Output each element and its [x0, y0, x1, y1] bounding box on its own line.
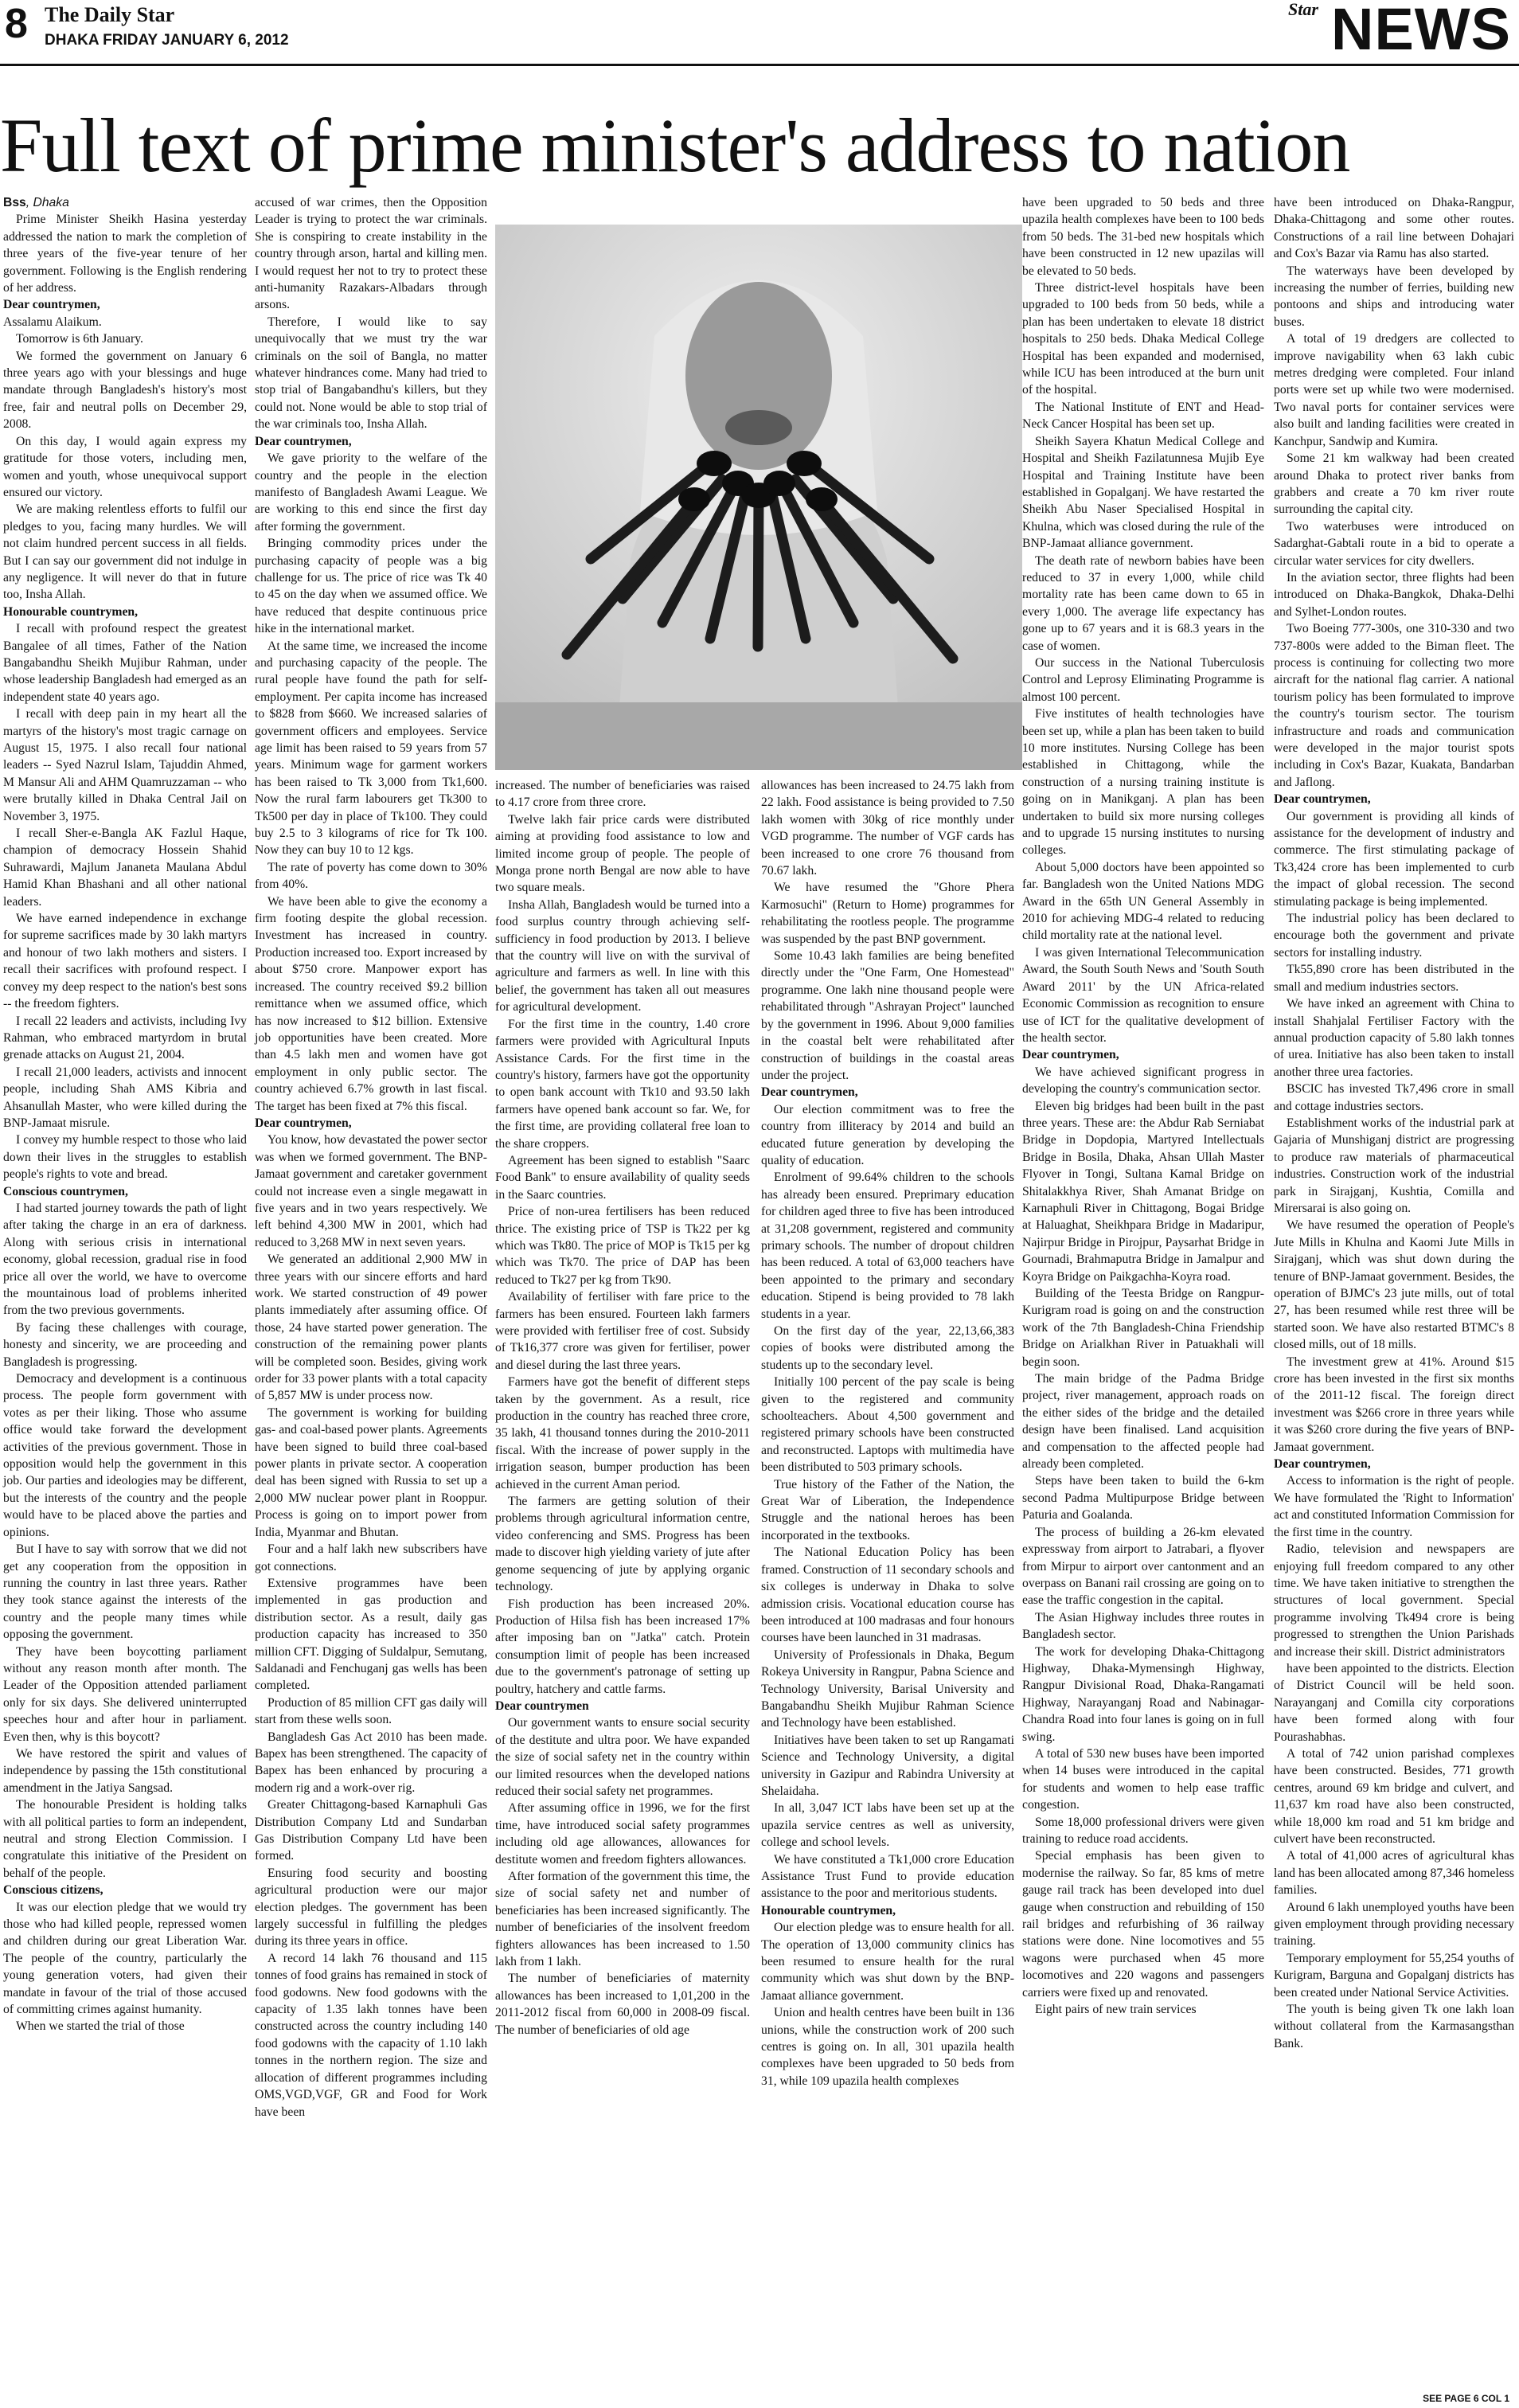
- paragraph: Four and a half lakh new subscribers have got connections.: [255, 1542, 487, 1573]
- paragraph: For the first time in the country, 1.40 crore farmers were provided with Agricultural Inputs Assistance Cards. For the first time in the country's history, farmers have got the opportunity to open bank account with Tk10 and 93.50 lakh farmers have opened bank account so far. We, for the first time, are providing collateral free loan to the share croppers.: [495, 1017, 750, 1151]
- paragraph: Our government wants to ensure social security of the destitute and ultra poor. We have expanded the size of social safety net in the country within our limited resources when the developed nations reduced their social safety net programmes.: [495, 1716, 750, 1798]
- paragraph: A total of 530 new buses have been imported when 14 buses were introduced in the capital for students and women to help ease traffic congestion.: [1022, 1746, 1264, 1812]
- header-rule: [0, 64, 1519, 66]
- paragraph: We formed the government on January 6 three years ago with your blessings and huge mandate through Bangladesh's history's most free, fair and neutral polls on December 29, 2008.: [3, 349, 247, 432]
- paragraph: Three district-level hospitals have been upgraded to 100 beds from 50 beds, while a plan has been undertaken to elevate 18 district hospitals to 250 beds. Dhaka Medical College Hospital has been expanded and modernised, while ICU has been introduced at the burn unit of the hospital.: [1022, 281, 1264, 397]
- paragraph: Bringing commodity prices under the purchasing capacity of people was a big challenge for us. The price of rice was Tk 40 to 45 on the day when we assumed office. We have reduced that despite continuous price hike in the international market.: [255, 537, 487, 636]
- paragraph: Initiatives have been taken to set up Rangamati Science and Technology University, a digital university in Gazipur and Rabindra University at Shelaidaha.: [761, 1733, 1014, 1798]
- portrait-photo: [495, 225, 1022, 770]
- masthead: The Daily Star: [45, 3, 175, 26]
- byline: [3, 194, 247, 211]
- paragraph: The industrial policy has been declared to encourage both the government and private sectors for installing industry.: [1274, 912, 1514, 960]
- byline-place: , Dhaka: [25, 196, 69, 209]
- paragraph: Initially 100 percent of the pay scale is being given to the registered and community schoolteachers. About 4,500 government and registered primary schools have been constructed and reconstructed. Laptops with multimedia have been distributed to 503 primary schools.: [761, 1375, 1014, 1475]
- paragraph: I had started journey towards the path of light after taking the charge in an era of darkness. Along with serious crisis in international economy, global recession, gradual rise in food price all over the world, we have to overcome the mountainous load of problems inherited from the two previous governments.: [3, 1201, 247, 1318]
- paragraph: Fish production has been increased 20%. Production of Hilsa fish has been increased 17% after imposing ban on "Jatka" catch. Protein consumption limit of people has been increased due to the government's patronage of setting up poultry, hatchery and cattle farms.: [495, 1597, 750, 1696]
- paragraph: We have inked an agreement with China to install Shahjalal Fertiliser Factory with the annual production capacity of 5.80 lakh tonnes of urea. Initiative has also been taken to install another three urea factories.: [1274, 997, 1514, 1079]
- paragraph: allowances has been increased to 24.75 lakh from 22 lakh. Food assistance is being provided to 7.50 lakh women with 30kg of rice monthly under VGD programme. The number of VGF cards has been increased to one crore 76 thousand from 70.67 lakh.: [761, 779, 1014, 878]
- paragraph: We have earned independence in exchange for supreme sacrifices made by 30 lakh martyrs and honour of two lakh mothers and sisters. I recall their sacrifices with profound respect. I convey my deep respect to the nation's best sons -- the freedom fighters.: [3, 912, 247, 1011]
- paragraph: Radio, television and newspapers are enjoying full freedom compared to any other time. We have taken initiative to strengthen the structures of local government. Special programme involving Tk494 crore is being progressed to strengthen the Union Parishads and increase their skill. District administrators: [1274, 1542, 1514, 1659]
- paragraph: Union and health centres have been built in 136 unions, while the construction work of 200 such centres is going on. In all, 301 upazila health complexes have been upgraded to 50 beds from 31, while 109 upazila health complexes: [761, 2006, 1014, 2088]
- paragraph: Bangladesh Gas Act 2010 has been made. Bapex has been strengthened. The capacity of Bapex has been enhanced by procuring a modern rig and a work-over rig.: [255, 1730, 487, 1795]
- paragraph: The number of beneficiaries of maternity allowances has been increased to 1,01,200 in the 2011-2012 fiscal from 60,000 in 2008-09 fiscal. The number of beneficiaries of old age: [495, 1972, 750, 2037]
- paragraph: Special emphasis has been given to modernise the railway. So far, 85 kms of metre gauge rail track has been developed into duel gauge when construction and rebuilding of 150 rail bridges and refurbishing of 36 railway stations were done. Nine locomotives and 55 wagons were purchased when 45 more locomotives and 220 wagons and passengers carriers were fixed up and renovated.: [1022, 1849, 1264, 2000]
- paragraph: Around 6 lakh unemployed youths have been given employment through providing necessary training.: [1274, 1900, 1514, 1949]
- paragraph: I recall 21,000 leaders, activists and innocent people, including Shah AMS Kibria and Ahsanullah Master, who were killed during the BNP-Jamaat misrule.: [3, 1065, 247, 1130]
- paragraph: Enrolment of 99.64% children to the schools has already been ensured. Preprimary education for children aged three to five has been introduced at 31,208 government, registered and community primary schools. The number of dropout children has been reduced. A total of 63,000 teachers have been appointed to the primary and secondary education. Stipend is being provided to 78 lakh students in a year.: [761, 1171, 1014, 1321]
- paragraph: The honourable President is holding talks with all political parties to form an independent, neutral and strong Election Commission. I congratulate this initiative of the President on behalf of the people.: [3, 1798, 247, 1880]
- paragraph: increased. The number of beneficiaries was raised to 4.17 crore from three crore.: [495, 779, 750, 810]
- paragraph: accused of war crimes, then the Opposition Leader is trying to protect the war criminals. She is conspiring to create instability in the country through arson, hartal and killing men. I would request her not to try to protect these anti-humanity Razakars-Albadars through arsons.: [255, 196, 487, 312]
- paragraph: In all, 3,047 ICT labs have been set up at the upazila service centres as well as university, college and school levels.: [761, 1801, 1014, 1850]
- paragraph: Twelve lakh fair price cards were distributed aiming at providing food assistance to low and limited income group of people. The people of Monga prone north Bengal are now able to have two square meals.: [495, 812, 750, 895]
- section-title: NEWS: [1331, 0, 1511, 62]
- continuation-note: SEE PAGE 6 COL 1: [1423, 2393, 1509, 2404]
- paragraph: Prime Minister Sheikh Hasina yesterday addressed the nation to mark the completion of three years of the five-year tenure of her government. Following is the English rendering of her address.: [3, 213, 247, 295]
- subhead: Dear countrymen,: [761, 1085, 858, 1100]
- column-1: [3, 194, 247, 2035]
- subhead: Dear countrymen,: [255, 1116, 352, 1130]
- paragraph: have been introduced on Dhaka-Rangpur, Dhaka-Chittagong and some other routes. Constructions of a rail line between Dohajari and Cox's Bazar via Ramu has also started.: [1274, 196, 1514, 261]
- paragraph: have been appointed to the districts. Election of District Council will be held soon. Narayanganj and Comilla city corporations have been formed along with four Pourashabhas.: [1274, 1661, 1514, 1744]
- paragraph: Temporary employment for 55,254 youths of Kurigram, Barguna and Gopalganj districts has been created under National Service Activities.: [1274, 1951, 1514, 2000]
- paragraph: We gave priority to the welfare of the country and the people in the election manifesto of Bangladesh Awami League. We are working to this end since the first day after forming the government.: [255, 452, 487, 534]
- portrait-photo-icon: [495, 225, 1022, 770]
- paragraph: Our election pledge was to ensure health for all. The operation of 13,000 community clinics has been resumed to ensure health for the rural community which was shut down by the BNP-Jamaat alliance government.: [761, 1921, 1014, 2003]
- paragraph: Two waterbuses were introduced on Sadarghat-Gabtali route in a bid to operate a circular water services for city dwellers.: [1274, 519, 1514, 568]
- paragraph: A record 14 lakh 76 thousand and 115 tonnes of food grains has remained in stock of food godowns. New food godowns with the capacity of 1.35 lakh tonnes have been constructed across the country including 140 food godowns with the capacity of 1.10 lakh tonnes in the northern region. The size and allocation of different programmes including OMS,VGD,VGF, GR and Food for Work have been: [255, 1951, 487, 2119]
- subhead: Dear countrymen,: [1022, 1048, 1119, 1062]
- page-header: [0, 0, 1519, 68]
- paragraph: The waterways have been developed by increasing the number of ferries, building new pontoons and ships and introducing water buses.: [1274, 264, 1514, 329]
- paragraph: Our government is providing all kinds of assistance for the development of industry and commerce. The first stimulating package of Tk3,424 crore has been implemented to curb the impact of global recession. The second stimulating package is being implemented.: [1274, 809, 1514, 909]
- subhead: Dear countrymen,: [1274, 792, 1371, 807]
- paragraph: A total of 742 union parishad complexes have been constructed. Besides, 771 growth centres, around 69 km bridge and culvert, and 11,637 km road have also been constructed, while 18,000 km road and 51 km bridge and culvert have been reconstructed.: [1274, 1746, 1514, 1846]
- page-number: 8: [5, 1, 28, 47]
- subhead: Conscious citizens,: [3, 1883, 103, 1898]
- paragraph: Five institutes of health technologies have been set up, while a plan has been taken to build 10 more institutes. Nursing College has been established in Chittagong, while the construction of a nursing training institute is going on in Manikganj. A plan has been undertaken to build six more nursing colleges and to upgrade 15 nursing institutes to nursing colleges.: [1022, 707, 1264, 858]
- paragraph: Assalamu Alaikum.: [3, 315, 102, 329]
- byline-agency: Bss: [3, 196, 26, 209]
- paragraph: We have resumed the "Ghore Phera Karmosuchi" (Return to Home) programmes for rehabilitating the rootless people. The programme was suspended by the past BNP government.: [761, 881, 1014, 946]
- paragraph: The rate of poverty has come down to 30% from 40%.: [255, 860, 487, 892]
- paragraph: On this day, I would again express my gratitude for those voters, including men, women and youth, whose unequivocal support ensured our victory.: [3, 434, 247, 499]
- headline: Full text of prime minister's address to nation: [0, 103, 1350, 188]
- paragraph: Availability of fertiliser with fare price to the farmers has been ensured. Fourteen lakh farmers were provided with fertiliser free of cost. Subsidy of Tk16,377 crore was given for fertiliser, power and diesel during the last three years.: [495, 1290, 750, 1372]
- paragraph: I recall with profound respect the greatest Bangalee of all times, Father of the Nation Bangabandhu Sheikh Mujibur Rahman, under whose leadership Bangladesh had emerged as an independent state 40 years ago.: [3, 622, 247, 704]
- paragraph: have been upgraded to 50 beds and three upazila health complexes have been to 100 beds from 50 beds. The 31-bed new hospitals which have been constructed in 12 new upazilas will be elevated to 50 beds.: [1022, 196, 1264, 278]
- paragraph: But I have to say with sorrow that we did not get any cooperation from the opposition in running the country in last three years. Rather they took stance against the interests of the country and the people many times while opposing the government.: [3, 1542, 247, 1642]
- paragraph: Some 18,000 professional drivers were given training to reduce road accidents.: [1022, 1815, 1264, 1846]
- paragraph: I recall 22 leaders and activists, including Ivy Rahman, who embraced martyrdom in brutal grenade attacks on August 21, 2004.: [3, 1014, 247, 1062]
- paragraph: I recall Sher-e-Bangla AK Fazlul Haque, champion of democracy Hossein Shahid Suhrawardi, Majlum Jananeta Maulana Abdul Hamid Khan Bhashani and all other national leaders.: [3, 827, 247, 909]
- paragraph: We have restored the spirit and values of independence by passing the 15th constitutional amendment in the Jatiya Sangsad.: [3, 1746, 247, 1795]
- paragraph: I recall with deep pain in my heart all the martyrs of the history's most tragic carnage on August 15, 1975. I also recall four national leaders -- Syed Nazrul Islam, Tajuddin Ahmed, M Mansur Ali and AHM Quamruzzaman -- who were brutally killed in Dhaka Central Jail on November 3, 1975.: [3, 707, 247, 823]
- paragraph: We generated an additional 2,900 MW in three years with our sincere efforts and hard work. We started construction of 49 power plants immediately after assuming office. Of those, 24 have started power generation. The construction of the remaining power plants will be completed soon. Besides, giving work order for 33 power plants with a total capacity of 5,857 MW is under process now.: [255, 1253, 487, 1403]
- paragraph: Our election commitment was to free the country from illiteracy by 2014 and build an educated future generation by developing the quality of education.: [761, 1102, 1014, 1167]
- subhead: Conscious countrymen,: [3, 1184, 128, 1198]
- column-4: [761, 777, 1014, 2089]
- paragraph: About 5,000 doctors have been appointed so far. Bangladesh won the United Nations MDG Award in the 65th UN General Assembly in 2010 for achieving MDG-4 related to reducing child mortality rate at the national level.: [1022, 860, 1264, 943]
- paragraph: Our success in the National Tuberculosis Control and Leprosy Eliminating Programme is almost 100 percent.: [1022, 655, 1264, 704]
- subhead: Dear countrymen,: [255, 434, 352, 448]
- column-3: [495, 777, 750, 2039]
- paragraph: The National Education Policy has been framed. Construction of 11 secondary schools and six colleges is underway in Dhaka to solve admission crisis. Vocational education course has been introduced at 100 madrasas and four honours courses have been launched in 31 madrasas.: [761, 1546, 1014, 1645]
- paragraph: The Asian Highway includes three routes in Bangladesh sector.: [1022, 1610, 1264, 1642]
- paragraph: Some 10.43 lakh families are being benefited directly under the "One Farm, One Homestead" programme. One lakh nine thousand people were rehabilitated through "Ashrayan Project" launched by the government in 1996. About 9,000 families in the coastal belt were rehabilitated after construction of buildings in the coastal areas under the project.: [761, 949, 1014, 1082]
- paragraph: The National Institute of ENT and Head-Neck Cancer Hospital has been set up.: [1022, 400, 1264, 432]
- paragraph: The process of building a 26-km elevated expressway from airport to Jatrabari, a flyover from Mirpur to airport over cantonment and an overpass on Banani rail crossing are going on to ease the traffic congestion in the capital.: [1022, 1525, 1264, 1608]
- paragraph: They have been boycotting parliament without any reason month after month. The Leader of the Opposition attended parliament only for six days. She delivered uninterrupted speeches hour and after hour in parliament. Even then, why is this boycott?: [3, 1644, 247, 1744]
- subhead: Honourable countrymen,: [3, 604, 139, 619]
- paragraph: The government is working for building gas- and coal-based power plants. Agreements have been signed to build three coal-based power plants in private sector. A cooperation deal has been signed with Russia to set up a 2,000 MW nuclear power plant in Rooppur. Process is going on to import power from India, Myanmar and Bhutan.: [255, 1405, 487, 1539]
- paragraph: Price of non-urea fertilisers has been reduced thrice. The existing price of TSP is Tk22 per kg which was Tk80. The price of MOP is Tk15 per kg which was Tk70. The price of DAP has been reduced to Tk27 per kg from Tk90.: [495, 1205, 750, 1287]
- paragraph: Insha Allah, Bangladesh would be turned into a food surplus country through achieving self-sufficiency in food production by 2013. I believe that the country will live on with the survival of agriculture and farmers as well. In line with this belief, the government has taken all out measures for agricultural development.: [495, 897, 750, 1014]
- paragraph: Democracy and development is a continuous process. The people form government with votes as per their liking. Those who assume office would take forward the development activities of the previous government. Those in opposition would help the government in this job. Our parties and ideologies may be different, but the interests of the country and the people would have to be placed above the parties and opinions.: [3, 1372, 247, 1539]
- paragraph: University of Professionals in Dhaka, Begum Rokeya University in Rangpur, Pabna Science and Technology University, Barisal University and Bangabandhu Sheikh Mujibur Rahman Science and Technology have been established.: [761, 1648, 1014, 1730]
- paragraph: You know, how devastated the power sector was when we formed government. The BNP-Jamaat government and caretaker government could not increase even a single megawatt in five years and in two years respectively. We left behind 4,300 MW in 2001, which had reduced to 3,268 MW in next seven years.: [255, 1133, 487, 1249]
- subhead: Dear countrymen,: [3, 298, 100, 312]
- paragraph: Tk55,890 crore has been distributed in the small and medium industries sectors.: [1274, 963, 1514, 994]
- paragraph: By facing these challenges with courage, honesty and sincerity, we are proceeding and Bangladesh is progressing.: [3, 1320, 247, 1369]
- paragraph: Production of 85 million CFT gas daily will start from these wells soon.: [255, 1695, 487, 1727]
- paragraph: Farmers have got the benefit of different steps taken by the government. As a result, rice production in the country has reached three crore, 35 lakh, 41 thousand tonnes during the 2010-2011 fiscal. With the increase of power supply in the irrigation season, bumper production has been achieved in the current Aman period.: [495, 1375, 750, 1491]
- paragraph: The main bridge of the Padma Bridge project, river management, approach roads on the either sides of the bridge and the detailed design have been finalised. Land acquisition and compensation to the affected people had already been completed.: [1022, 1372, 1264, 1472]
- paragraph: Therefore, I would like to say unequivocally that we must try the war criminals on the soil of Bangla, no matter whatever hindrances come. Many had tried to stop trial of Bangabandhu's killers, but they could not. None would be able to stop trial of the war criminals too, Insha Allah.: [255, 315, 487, 432]
- paragraph: I convey my humble respect to those who laid down their lives in the struggles to establish people's rights to vote and bread.: [3, 1133, 247, 1182]
- column-5: [1022, 194, 1264, 2018]
- paragraph: The investment grew at 41%. Around $15 crore has been invested in the first six months of the 2011-12 fiscal. The foreign direct investment was $266 crore in three years while it was $260 crore during the five years of BNP-Jamaat government.: [1274, 1354, 1514, 1454]
- subhead: Dear countrymen,: [1274, 1457, 1371, 1472]
- star-logo: Star: [1288, 0, 1318, 19]
- paragraph: Steps have been taken to build the 6-km second Padma Multipurpose Bridge between Paturia and Goalanda.: [1022, 1474, 1264, 1523]
- paragraph: Greater Chittagong-based Karnaphuli Gas Distribution Company Ltd and Sundarban Gas Distribution Company Ltd have been formed.: [255, 1798, 487, 1863]
- paragraph: The youth is being given Tk one lakh loan without collateral from the Karmasangsthan Bank.: [1274, 2003, 1514, 2050]
- paragraph: Ensuring food security and boosting agricultural production were our major election pledges. The government has been largely successful in fulfilling the pledges during its three years in office.: [255, 1866, 487, 1949]
- paragraph: We have resumed the operation of People's Jute Mills in Khulna and Kaomi Jute Mills in Sirajganj, which was shut down during the tenure of BNP-Jamaat government. Besides, the operation of BJMC's 23 jute mills, out of total 27, has been resumed while rest three will be started soon. We have also restarted BTMC's 8 closed mills, out of 18 mills.: [1274, 1218, 1514, 1352]
- paragraph: We have achieved significant progress in developing the country's communication sector.: [1022, 1065, 1264, 1096]
- paragraph: True history of the Father of the Nation, the Great War of Liberation, the Independence Struggle and the national heroes has been incorporated in the textbooks.: [761, 1477, 1014, 1542]
- paragraph: I was given International Telecommunication Award, the South South News and 'South South Award 2011' by the UN Africa-related Economic Commission as recognition to ensure use of ICT for the qualitative development of the health sector.: [1022, 945, 1264, 1045]
- paragraph: Establishment works of the industrial park at Gajaria of Munshiganj district are progressing to produce raw materials of pharmaceutical industries. Construction work of the industrial park in Sirajganj, Kushtia, Comilla and Mirersarai is also going on.: [1274, 1116, 1514, 1215]
- paragraph: Two Boeing 777-300s, one 310-330 and two 737-800s were added to the Biman fleet. The process is continuing for collecting two more aircraft for the national flag carrier. A national tourism policy has been formulated to improve the country's tourism sector. The tourism infrastructure and roads and communication were developed in the major tourist spots including in Cox's Bazar, Kuakata, Bandarban and Jaflong.: [1274, 622, 1514, 789]
- paragraph: We have been able to give the economy a firm footing despite the global recession. Investment has increased in country. Production increased too. Export increased by about $750 crore. Manpower export has increased. The country received $9.2 billion remittance when we assumed office, which has now increased to $12 billion. Extensive job opportunities have been created. More than 4.5 lakh men and women have got employment in only public sector. The country achieved 6.7% growth in last fiscal. The target has been fixed at 7% this fiscal.: [255, 894, 487, 1113]
- paragraph: Extensive programmes have been implemented in gas production and distribution sector. As a result, daily gas production capacity has increased to 350 million CFT. Digging of Suldalpur, Semutang, Saldanadi and Fenchuganj gas wells has been completed.: [255, 1576, 487, 1693]
- paragraph: We are making relentless efforts to fulfil our pledges to you, facing many hurdles. We will not claim hundred percent success in all fields. But I can say our government did not indulge in any negligence. It will never do that in future too, Insha Allah.: [3, 502, 247, 602]
- paragraph: After formation of the government this time, the size of social safety net and number of beneficiaries has been increased significantly. The number of beneficiaries of the insolvent freedom fighters allowances has been increased to 1.50 lakh from 1 lakh.: [495, 1870, 750, 1969]
- paragraph: A total of 19 dredgers are collected to improve navigability when 63 lakh cubic metres dredging were completed. Four inland ports were set up while two were modernised. Two naval ports for container services were also built and landing facilities were created in Kanchpur, Sandwip and Kumira.: [1274, 332, 1514, 448]
- paragraph: The work for developing Dhaka-Chittagong Highway, Dhaka-Mymensingh Highway, Rangpur Divisional Road, Dhaka-Rangamati Highway, Narayanganj Road and Nabinagar-Chandra Road into four lanes is going on in full swing.: [1022, 1644, 1264, 1744]
- paragraph: Agreement has been signed to establish "Saarc Food Bank" to ensure availability of quality seeds in the Saarc countries.: [495, 1153, 750, 1202]
- paragraph: On the first day of the year, 22,13,66,383 copies of books were distributed among the students up to the secondary level.: [761, 1324, 1014, 1372]
- subhead: Honourable countrymen,: [761, 1903, 896, 1917]
- paragraph: Building of the Teesta Bridge on Rangpur-Kurigram road is going on and the construction work of the 7th Bangladesh-China Friendship Bridge on Arialkhan River in Patuakhali will begin soon.: [1022, 1287, 1264, 1369]
- paragraph: At the same time, we increased the income and purchasing capacity of the people. The rural people have found the path for self-employment. Per capita income has increased to $828 from $660. We increased salaries of government officers and employees. Service age limit has been raised to 59 years from 57 years. Minimum wage for garment workers has been raised to Tk 3,000 from Tk1,600. Now the rural farm labourers get Tk300 to Tk500 per day in place of Tk100. They could buy 2.5 to 3 kilograms of rice for Tk 100. Now they can buy 10 to 12 kgs.: [255, 639, 487, 858]
- paragraph: After assuming office in 1996, we for the first time, have introduced social safety programmes including old age allowances, allowances for destitute women and freedom fighters allowances.: [495, 1801, 750, 1867]
- paragraph: The farmers are getting solution of their problems through agricultural information centre, video conferencing and SMS. Progress has been made to discover high yielding variety of jute after genome sequencing of jute by applying organic technology.: [495, 1495, 750, 1594]
- dateline: DHAKA FRIDAY JANUARY 6, 2012: [45, 32, 289, 49]
- paragraph: Eight pairs of new train services: [1035, 2003, 1197, 2017]
- paragraph: We have constituted a Tk1,000 crore Education Assistance Trust Fund to provide education assistance to the poor and meritorious students.: [761, 1852, 1014, 1901]
- paragraph: BSCIC has invested Tk7,496 crore in small and cottage industries sectors.: [1274, 1082, 1514, 1113]
- paragraph: A total of 41,000 acres of agricultural khas land has been allocated among 87,346 homeless families.: [1274, 1849, 1514, 1898]
- paragraph: Access to information is the right of people. We have formulated the 'Right to Information' act and constituted Information Commission for the first time in the country.: [1274, 1474, 1514, 1539]
- paragraph: Tomorrow is 6th January.: [16, 332, 143, 346]
- column-2: [255, 194, 487, 2121]
- paragraph: Eleven big bridges had been built in the past three years. These are: the Abdur Rab Serniabat Bridge in Dopdopia, Martyred Intellectuals Bridge in Bosila, Dhaka, Ahsan Ullah Master Flyover in Tongi, Sultana Kamal Bridge on Shitalakkhya River, Shah Amanat Bridge on Karnaphuli River in Chittagong, Bogai Bridge at Haluaghat, Sheikhpara Bridge in Madaripur, Najirpur Bridge in Pirojpur, Paysarhat Bridge in Gournadi, Brahmaputra Bridge in Jamalpur and Koyra Bridge on Paikgachha-Koyra road.: [1022, 1099, 1264, 1284]
- subhead: Dear countrymen: [495, 1698, 589, 1713]
- paragraph: It was our election pledge that we would try those who had killed people, repressed women and children during our great Liberation War. The people of the country, particularly the young generation voters, had given their mandate in favour of the trial of those accused of committing crimes against humanity.: [3, 1900, 247, 2017]
- paragraph: Sheikh Sayera Khatun Medical College and Hospital and Sheikh Fazilatunnesa Mujib Eye Hospital and Training Institute have been established in Gopalganj. We have restarted the Sheikh Abu Naser Specialised Hospital in Khulna, which was closed during the rule of the BNP-Jamaat alliance government.: [1022, 434, 1264, 551]
- column-6: [1274, 194, 1514, 2052]
- paragraph: The death rate of newborn babies have been reduced to 37 in every 1,000, while child mortality rate has been came down to 65 in every 1,000. The average life expectancy has gone up to 67 years and it is 68.3 years in the case of women.: [1022, 553, 1264, 653]
- paragraph: Some 21 km walkway had been created around Dhaka to protect river banks from grabbers and create a 70 km river route surrounding the capital city.: [1274, 452, 1514, 517]
- paragraph: In the aviation sector, three flights had been introduced on Dhaka-Bangkok, Dhaka-Delhi and Sylhet-London routes.: [1274, 570, 1514, 619]
- paragraph: When we started the trial of those: [16, 2019, 185, 2034]
